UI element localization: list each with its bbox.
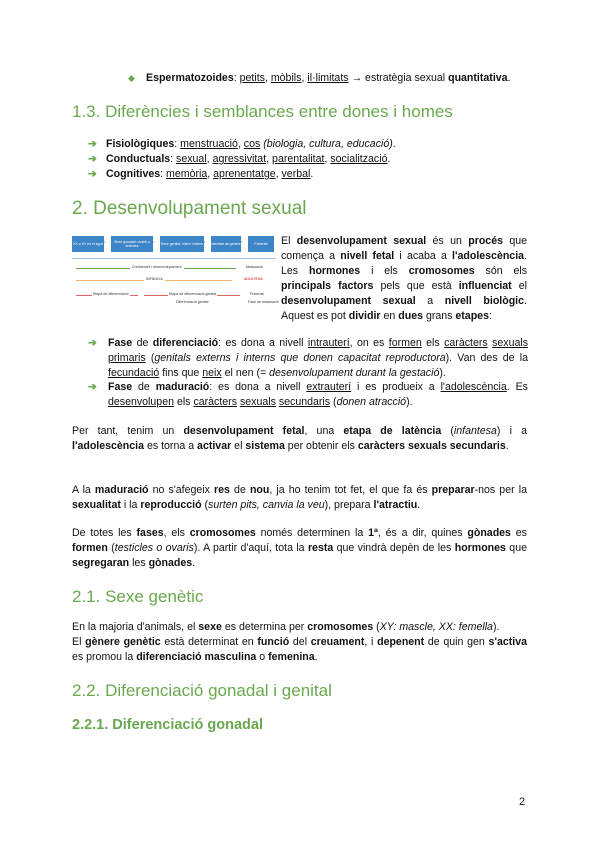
label: Conductuals: [106, 153, 171, 165]
word: agressivitat: [212, 153, 267, 165]
arrow-icon: ➔: [88, 381, 97, 393]
text: maduració: [155, 381, 210, 393]
text: nou: [249, 484, 270, 496]
word: secundaris: [278, 396, 331, 408]
word: fecundació: [108, 367, 160, 379]
paragraph: En la majoria d'animals, el sexe es determina per cromosomes (XY: mascle, XX: femella). El gènere genètic està determinat en funció del creuament, i depenent de quin gen s'activa es promou la diferenciació masculina o femenina.: [72, 621, 527, 663]
text: de: [136, 337, 149, 349]
text: dues: [398, 310, 423, 322]
text: , i: [364, 636, 374, 648]
list-item: [88, 336, 528, 381]
text: ).: [439, 367, 446, 379]
text: , és a dir, quines: [377, 527, 463, 539]
text: ), prepara: [324, 499, 371, 511]
intro-bullet: ◆ Espermatozoides: petits, mòbils, il·limitats → estratègia sexual quantitativa.: [128, 72, 511, 84]
text: cromosomes: [307, 621, 374, 633]
word: sexuals: [492, 337, 529, 349]
text: cromosomes: [189, 527, 256, 539]
word: verbal: [281, 168, 311, 180]
text: gènere genètic: [85, 636, 161, 648]
list-item: ➔ Fisiològiques: menstruació, cos (biologia, cultura, educació).: [88, 138, 396, 150]
text: ).: [406, 396, 413, 408]
word: parentalitat: [272, 153, 325, 165]
list-item: ➔ Cognitives: memòria, aprenentatge, verbal.: [88, 168, 314, 180]
text: està determinat en: [164, 636, 254, 648]
text: dividir: [348, 310, 381, 322]
divider-line: [72, 258, 276, 259]
text: que: [509, 542, 527, 554]
arrow-icon: ➔: [88, 168, 97, 180]
text: maduració: [94, 484, 149, 496]
text: etapes: [455, 310, 489, 322]
text: gònades: [467, 527, 511, 539]
text: es promou la: [72, 651, 134, 663]
arrow-icon: ➔: [88, 153, 97, 165]
arrow-icon: ➔: [88, 337, 97, 349]
text: el nen (=: [224, 367, 267, 379]
diagram-box: Sexe genital: intern i extern: [160, 236, 204, 252]
heading-2-2-1: 2.2.1. Diferenciació gonadal: [72, 717, 263, 733]
intro-paragraph: El desenvolupament sexual és un procés que comença a nivell fetal i acaba a l'adolescència. Les hormones i els cromosomes són els principals factors pels que està influenciat el desenvolupament sexual a nivell biològic. Aquest es pot dividir en dues grans etapes:: [281, 235, 528, 322]
text: diferenciació masculina: [136, 651, 257, 663]
word: formen: [388, 337, 422, 349]
word: intrauterí: [307, 337, 350, 349]
diagram-label: INFÀNCIA: [146, 277, 163, 281]
text: procés: [468, 235, 503, 247]
text: Fase de diferenciació: es dona a nivell intrauterí, on es formen els caràcters sexuals primaris (genitals externs i interns que donen capacitat reproductora). Van des de la fecundació fins que neix el nen (= desenvolupament durant la gestació).: [108, 337, 529, 379]
text: estratègia sexual: [365, 72, 446, 84]
diagram-box: Identitat de gènere: [211, 236, 241, 252]
diagram-label: Etapa de diferenciació: [93, 292, 129, 296]
text: es torna a: [146, 440, 195, 452]
text: l'adolescència: [452, 250, 525, 262]
label: Fisiològiques: [106, 138, 175, 150]
text: Per tant, tenim un: [72, 425, 175, 437]
text: Aquest es pot: [281, 310, 346, 322]
text: i els: [371, 265, 398, 277]
text: de: [234, 484, 246, 496]
text: desenvolupament fetal: [183, 425, 305, 437]
text: es determina per: [224, 621, 305, 633]
text: activar: [197, 440, 232, 452]
text: l'adolescència: [72, 440, 145, 452]
text: El: [72, 636, 82, 648]
word: primaris: [108, 352, 146, 364]
text: , ja ho tenim tot fet, el que fa és: [269, 484, 428, 496]
text: etapa de latència: [343, 425, 442, 437]
diagram-label: Pubertat: [250, 292, 264, 296]
word: neix: [202, 367, 222, 379]
paragraph: De totes les fases, els cromosomes només determinen la 1ª, és a dir, quines gònades es formen (testicles o ovaris). A partir d'aquí, tota la resta que vindrà depèn de les hormones que segregaran les gònades.: [72, 527, 527, 569]
heading-1-3: 1.3. Diferències i semblances entre dones i homes: [72, 102, 453, 121]
diagram-label: Fase de maduració: [248, 300, 279, 304]
text: i acaba a: [399, 250, 447, 262]
list-item: [88, 380, 528, 410]
text: desenvolupament durant la gestació: [269, 367, 440, 379]
text: sistema: [245, 440, 285, 452]
text: fases: [136, 527, 164, 539]
text: l'atractiu: [373, 499, 418, 511]
text: es: [515, 527, 527, 539]
text: El: [281, 235, 291, 247]
text: per obtenir els: [287, 440, 355, 452]
text: les: [132, 557, 146, 569]
text: , on es: [349, 337, 385, 349]
diagram-label: Diferenciació genital: [176, 300, 209, 304]
arrow-icon: ›: [241, 240, 243, 244]
text: genitals externs i interns que donen capacitat reproductora: [154, 352, 446, 364]
text: donen atracció: [336, 396, 407, 408]
text: , una: [304, 425, 335, 437]
arrow-icon: ➔: [88, 138, 97, 150]
text: nivell fetal: [340, 250, 395, 262]
term: Espermatozoides: [146, 72, 234, 84]
text: hormones: [308, 265, 361, 277]
text: 1ª: [368, 527, 378, 539]
text: en: [383, 310, 396, 322]
arrow-icon: ›: [104, 240, 106, 244]
text: formen: [72, 542, 108, 554]
text: desenvolupament sexual: [296, 235, 427, 247]
diagram-label: Maduració: [246, 265, 263, 269]
text: depenent: [377, 636, 425, 648]
word: l'adolescència: [440, 381, 507, 393]
word: extrauterí: [306, 381, 352, 393]
text: creuament: [310, 636, 365, 648]
text: funció: [257, 636, 290, 648]
diagram-box: Sexe gonadal: ovaris o testicles: [111, 236, 153, 252]
text: que vindrà depèn de les: [336, 542, 452, 554]
text: que comença a: [281, 235, 528, 262]
text: és un: [432, 235, 462, 247]
text: a: [427, 295, 434, 307]
text: En la majoria d'animals, el: [72, 621, 196, 633]
text: reproducció: [140, 499, 202, 511]
text: : es dona a nivell: [218, 337, 304, 349]
diagram-label: Creixement i desenvolupament: [132, 265, 182, 269]
text: femenina: [268, 651, 315, 663]
text: ). A partir d'aquí, tota la: [193, 542, 305, 554]
text: Fase: [108, 381, 133, 393]
arrow-icon: ›: [153, 240, 155, 244]
text: XY: mascle, XX: femella: [379, 621, 493, 633]
word: socialització: [330, 153, 388, 165]
text: sexualitat: [72, 499, 121, 511]
text: són els: [485, 265, 528, 277]
word: menstruació: [180, 138, 238, 150]
text: influenciat: [458, 280, 512, 292]
text: quantitativa: [448, 72, 508, 84]
diagram-box: XX o XY en el zigot: [72, 236, 104, 252]
text: preparar: [431, 484, 475, 496]
text: diferenciació: [152, 337, 219, 349]
text: del: [292, 636, 308, 648]
text: o: [259, 651, 266, 663]
diagram-label: ADULTESA: [244, 277, 263, 281]
text: els: [176, 396, 191, 408]
word: memòria: [166, 168, 208, 180]
text: pels que està: [380, 280, 452, 292]
word: sexual: [176, 153, 207, 165]
text: i la: [123, 499, 138, 511]
text: no s'afegeix: [152, 484, 210, 496]
text: ) i a: [496, 425, 527, 437]
text: segregaran: [72, 557, 130, 569]
text: el: [518, 280, 527, 292]
text: només determinen la: [260, 527, 364, 539]
text: . Van des de la: [449, 352, 528, 364]
text: hormones: [454, 542, 506, 554]
text: el: [234, 440, 243, 452]
text: Fase de maduració: es dona a nivell extrauterí i es produeix a l'adolescència. Es desenvolupen els caràcters sexuals secundaris (donen atracció).: [108, 381, 528, 408]
word: cos: [243, 138, 261, 150]
diamond-bullet-icon: ◆: [128, 73, 135, 83]
text: , els: [163, 527, 185, 539]
text: : es dona a nivell: [209, 381, 301, 393]
text: (biologia, cultura, educació): [263, 138, 393, 150]
text: . Es: [506, 381, 528, 393]
text: testicles o ovaris: [114, 542, 194, 554]
list-item: ➔ Conductuals: sexual, agressivitat, parentalitat, socialització.: [88, 153, 391, 165]
text: caràcters sexuals secundaris: [357, 440, 506, 452]
word: aprenentatge: [213, 168, 276, 180]
word: il·limitats: [307, 72, 349, 84]
heading-2-1: 2.1. Sexe genètic: [72, 587, 204, 606]
heading-2: 2. Desenvolupament sexual: [72, 198, 307, 219]
text: A la: [72, 484, 91, 496]
word: sexuals: [239, 396, 276, 408]
word: caràcters: [193, 396, 238, 408]
text: surten pits, canvia la veu: [208, 499, 325, 511]
word: mòbils: [270, 72, 302, 84]
text: de quin gen: [427, 636, 485, 648]
text: infantesa: [453, 425, 497, 437]
diagram-box: Pubertat: [248, 236, 274, 252]
text: Fase: [108, 337, 133, 349]
label: Cognitives: [106, 168, 161, 180]
text: resta: [307, 542, 334, 554]
text: i es produeix a: [357, 381, 435, 393]
diagram-label: Etapa de diferenciació genital: [169, 292, 217, 296]
text: res: [214, 484, 230, 496]
text: sexe: [198, 621, 222, 633]
paragraph: A la maduració no s'afegeix res de nou, ja ho tenim tot fet, el que fa és preparar-nos per la sexualitat i la reproducció (surten pits, canvia la veu), prepara l'atractiu.: [72, 484, 527, 511]
text: fins que: [162, 367, 200, 379]
text: nivell biològic: [444, 295, 525, 307]
text: grans: [425, 310, 453, 322]
page-number: 2: [519, 796, 526, 808]
development-diagram: [72, 234, 278, 314]
arrow-icon: ›: [204, 240, 206, 244]
text: principals factors: [281, 280, 374, 292]
text: de: [138, 381, 150, 393]
text: Les: [281, 265, 299, 277]
text: els: [426, 337, 440, 349]
text: cromosomes: [408, 265, 475, 277]
word: petits: [239, 72, 265, 84]
paragraph: Per tant, tenim un desenvolupament fetal, una etapa de latència (infantesa) i a l'adolescència es torna a activar el sistema per obtenir els caràcters sexuals secundaris.: [72, 425, 527, 452]
text: desenvolupament sexual: [281, 295, 416, 307]
text: s'activa: [488, 636, 527, 648]
word: desenvolupen: [108, 396, 174, 408]
text: -nos per la: [474, 484, 527, 496]
text: De totes les: [72, 527, 132, 539]
word: caràcters: [444, 337, 488, 349]
heading-2-2: 2.2. Diferenciació gonadal i genital: [72, 681, 332, 700]
text: gònades: [148, 557, 193, 569]
